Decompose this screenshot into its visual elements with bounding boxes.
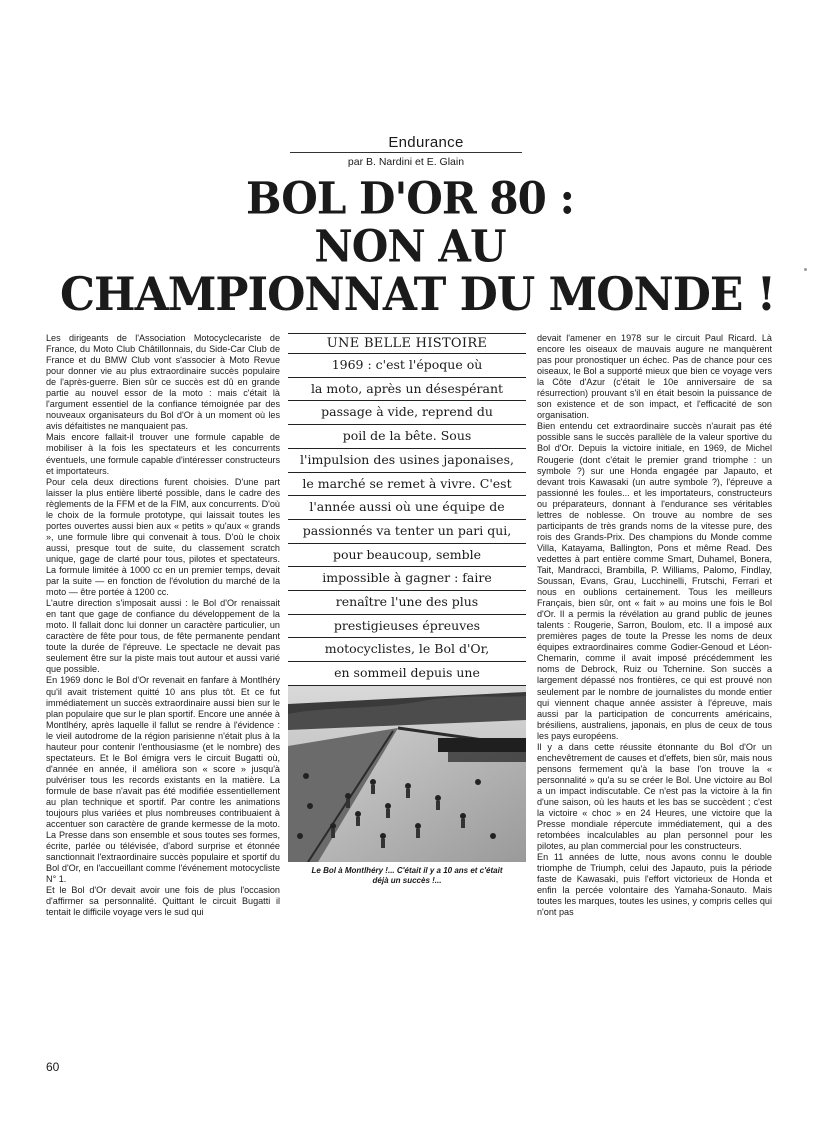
intro-line: 1969 : c'est l'époque où [288,354,526,378]
paragraph: En 1969 donc le Bol d'Or revenait en fanfare à Montlhéry qu'il avait tristement quitté 10 ans plus tôt. Et ce fut immédiatement un succès extraordinaire aussi bien sur le plan populaire que sur le plan sportif. Encore une année à Montlhéry, après laquelle il fallut se rendre à l'évidence : le vieil autodrome de la région parisienne n'était plus à la hauteur pour contenir l'enthousiasme (et le nombre) des spectateurs. Et le Bol émigra vers le circuit Bugatti où, d'année en année, il améliora son « score » jusqu'à pulvériser tous les records existants en la matière. La formule de base n'avait pas été modifiée essentiellement au plan technique et sportif. Par contre les animations toujours plus variées et plus nombreuses contribuaient à accentuer son caractère de grande kermesse de la moto. La Presse dans son ensemble et sous toutes ses formes, écrite, parlée ou télévisée, d'abord surprise et étonnée sanctionnait l'extraordinaire succès populaire et sportif du Bol d'Or, en l'accueillant comme l'événement motocycliste N° 1. [46,675,280,885]
intro-line: pour beaucoup, semble [288,544,526,568]
photo-caption-line: Le Bol à Montlhéry !... C'était il y a 10 ans et c'était [311,866,503,875]
intro-line: impossible à gagner : faire [288,567,526,591]
paragraph: En 11 années de lutte, nous avons connu le double triomphe de Triumph, celui des Japauto, puis la période faste de Kawasaki, puis l'effort victorieux de Honda et enfin la percée volontaire des Yamaha-Sonauto. Mais toutes les marques, toutes les usines, y compris celles qui n'ont pas [537,852,772,918]
byline: par B. Nardini et E. Glain [290,152,522,168]
paragraph: Bien entendu cet extraordinaire succès n'aurait pas été possible sans le succès parallèle de la valeur sportive du Bol d'Or. Depuis la victoire initiale, en 1969, de Michel Rougerie (dont c'était le premier grand triomphe : un symbole ?) sur une Honda engagée par Japauto, et devant trois Kawasaki (un autre symbole ?), l'épreuve a passionné les foules... et les importateurs, constructeurs ou préparateurs, donnant à l'endurance ses véritables lettres de noblesse. On trouve au nombre de ses participants de très grands noms de la vitesse pure, des rois des Grands-Prix. Des champions du Monde comme Villa, Katayama, Ballington, Pons et même Read. Des vedettes à part entière comme Smart, Duhamel, Bonera, Tait, Mandracci, Brambilla, P. Williams, Palomo, Findlay, Soussan, Evans, Grau, Lucchinelli, Frutschi, Ferrari et nous en oublions certainement. Tous les meilleurs Français, bien sûr, ont « fait » au moins une fois le Bol d'Or. Il a permis la révélation au grand public de jeunes talents : Rougerie, Sarron, Boulom, etc. Il a imposé aux premières pages de toute la Presse les noms de deux équipes extraordinaires comme Godier-Genoud et Léon-Chemarin, comme il avait imposé précédemment les noms de Debrock, Ruiz ou Tchernine. Son succès a largement dépassé nos frontières, ce qui est prouvé non seulement par le nombre de journalistes du monde entier qui viennent chaque année assister à l'épreuve, mais aussi par la participation de concurrents américains, brésiliens, australiens, japonais, en plus de ceux de tous les pays européens. [537,421,772,741]
article-column-1 [46,333,280,918]
intro-line: l'année aussi où une équipe de [288,496,526,520]
intro-line: le marché se remet à vivre. C'est [288,473,526,497]
paragraph: L'autre direction s'imposait aussi : le Bol d'Or renaissait en tant que gage de confiance du développement de la moto. Il fallait donc lui donner un caractère particulier, un caractère de fête pour tous, de fête permanente pendant toute la durée de l'épreuve. Le spectacle ne devait pas seulement être sur la piste mais tout autour et aussi varié que possible. [46,598,280,675]
intro-box [288,333,526,733]
headline-line-1: BOL D'OR 80 : [246,172,574,224]
intro-line: motocyclistes, le Bol d'Or, [288,638,526,662]
paragraph: Il y a dans cette réussite étonnante du Bol d'Or un enchevêtrement de causes et d'effets, bien sûr, mais nous pensons fermement qu'à la base l'on trouve la « personnalité » qu'a su se créer le Bol. Une victoire au Bol a un impact indiscutable. Ce n'est pas la victoire à la fin d'une saison, où les hauts et les bas se succèdent ; c'est la victoire « choc » en 24 Heures, une victoire que la Presse mondiale répercute immédiatement, qui a des retombées incalculables au plan personnel pour les pilotes, au plan commercial pour les constructeurs. [537,741,772,852]
paragraph: Mais encore fallait-il trouver une formule capable de mobiliser à la fois les spectateurs et les concurrents éventuels, une formule capable d'intéresser constructeurs et importateurs. [46,432,280,476]
intro-heading: UNE BELLE HISTOIRE [288,333,526,354]
page-number: 60 [46,1060,60,1074]
intro-line: passionnés va tenter un pari qui, [288,520,526,544]
headline-line-3: CHAMPIONNAT DU MONDE ! [60,268,776,322]
intro-line: en sommeil depuis une [288,662,526,686]
paragraph: Les dirigeants de l'Association Motocyclecariste de France, du Moto Club Châtillonnais, du Side-Car Club de France et du BMW Club vont s'associer à Moto Revue pour donner vie au plus extraordinaire succès populaire de l'après-guerre. Bien sûr ce succès est dû en grande partie au nouvel essor de la moto : mais c'était là l'argument essentiel de la confiance témoignée par des nouveaux organisateurs du Bol d'Or à un moment où les avis défaitistes ne manquaient pas. [46,333,280,432]
photo-caption [288,866,526,886]
scan-mark [804,268,807,271]
intro-line: passage à vide, reprend du [288,401,526,425]
paragraph: Pour cela deux directions furent choisies. D'une part laisser la plus entière liberté possible, dans le cadre des règlements de la FFM et de la FIM, aux concurrents. D'où le choix de la formule prototype, qui laissait toutes les portes ouvertes aussi bien aux « petits » qu'aux « grands », une formule libre qui convenait à tous. D'où le choix aussi, presque tout de suite, du classement scratch unique, gage de clarté pour tous, pilotes et spectateurs. La formule limitée à 1000 cc en un premier temps, devait par la suite — en fonction de l'évolution du marché de la moto — être portée à 1200 cc. [46,476,280,598]
intro-line: poil de la bête. Sous [288,425,526,449]
intro-line: l'impulsion des usines japonaises, [288,449,526,473]
headline-line-2: NON AU [314,220,506,273]
intro-line: prestigieuses épreuves [288,615,526,639]
headline [60,172,776,322]
intro-line: renaître l'une des plus [288,591,526,615]
photo-caption-line: déjà un succès !... [372,876,442,885]
section-label: Endurance [388,134,464,151]
intro-line: la moto, après un désespérant [288,378,526,402]
article-column-3 [537,333,772,918]
race-photo [288,686,526,862]
paragraph: Et le Bol d'Or devait avoir une fois de plus l'occasion d'affirmer sa personnalité. Quittant le circuit Bugatti il tentait le difficile voyage vers le sud qui [46,885,280,918]
race-photo-image [288,686,526,862]
paragraph: devait l'amener en 1978 sur le circuit Paul Ricard. Là encore les oiseaux de mauvais augure ne manquèrent pas pour pronostiquer un échec. Pas de chance pour ces oiseaux, le Bol a supporté mieux que bien ce voyage vers la Côte d'Azur (c'était le 10e anniversaire de sa résurrection) prouvant s'il en était besoin la puissance de son existence et de son impact, et l'efficacité de son organisation. [537,333,772,421]
